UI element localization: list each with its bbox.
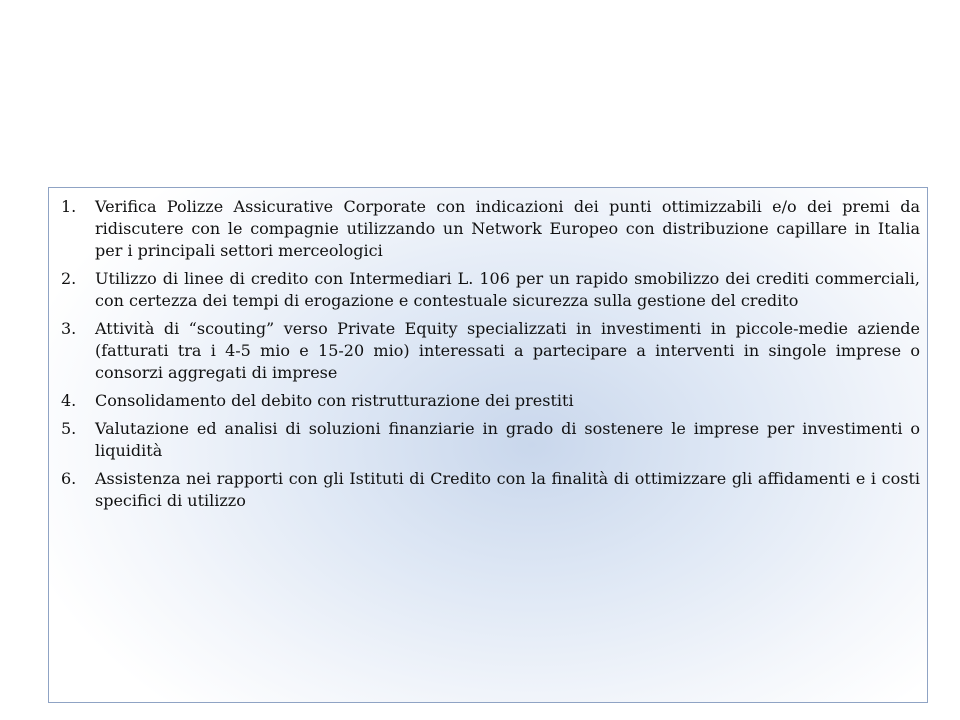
list-item <box>61 268 920 312</box>
list-item-text: Verifica Polizze Assicurative Corporate con indicazioni dei punti ottimizzabili e/o dei premi da ridiscutere con le compagnie utilizzando un Network Europeo con distribuzione capillare in Italia per i principali settori merceologici <box>95 197 920 260</box>
list-item <box>61 390 920 412</box>
list-item-text: Assistenza nei rapporti con gli Istituti di Credito con la finalità di ottimizzare gli affidamenti e i costi specifici di utilizzo <box>95 469 920 510</box>
list-item <box>61 318 920 384</box>
list-item <box>61 196 920 262</box>
list-item-text: Consolidamento del debito con ristrutturazione dei prestiti <box>95 391 574 410</box>
list-item-number: 6. <box>61 469 77 488</box>
list-item-number: 2. <box>61 269 77 288</box>
list-item <box>61 468 920 512</box>
list-item-number: 4. <box>61 391 77 410</box>
list-item-number: 1. <box>61 197 77 216</box>
list-item-text: Utilizzo di linee di credito con Intermediari L. 106 per un rapido smobilizzo dei crediti commerciali, con certezza dei tempi di erogazione e contestuale sicurezza sulla gestione del credito <box>95 269 920 310</box>
services-list <box>61 196 920 518</box>
list-item-text: Valutazione ed analisi di soluzioni finanziarie in grado di sostenere le imprese per investimenti o liquidità <box>95 419 920 460</box>
list-item-number: 5. <box>61 419 77 438</box>
list-item-number: 3. <box>61 319 77 338</box>
services-list-box <box>48 187 928 703</box>
decorative-circle <box>55 672 79 696</box>
list-item <box>61 418 920 462</box>
list-item-text: Attività di “scouting” verso Private Equity specializzati in investimenti in piccole-medie aziende (fatturati tra i 4-5 mio e 15-20 mio) interessati a partecipare a interventi in singole imprese o consorzi aggregati di imprese <box>95 319 920 382</box>
